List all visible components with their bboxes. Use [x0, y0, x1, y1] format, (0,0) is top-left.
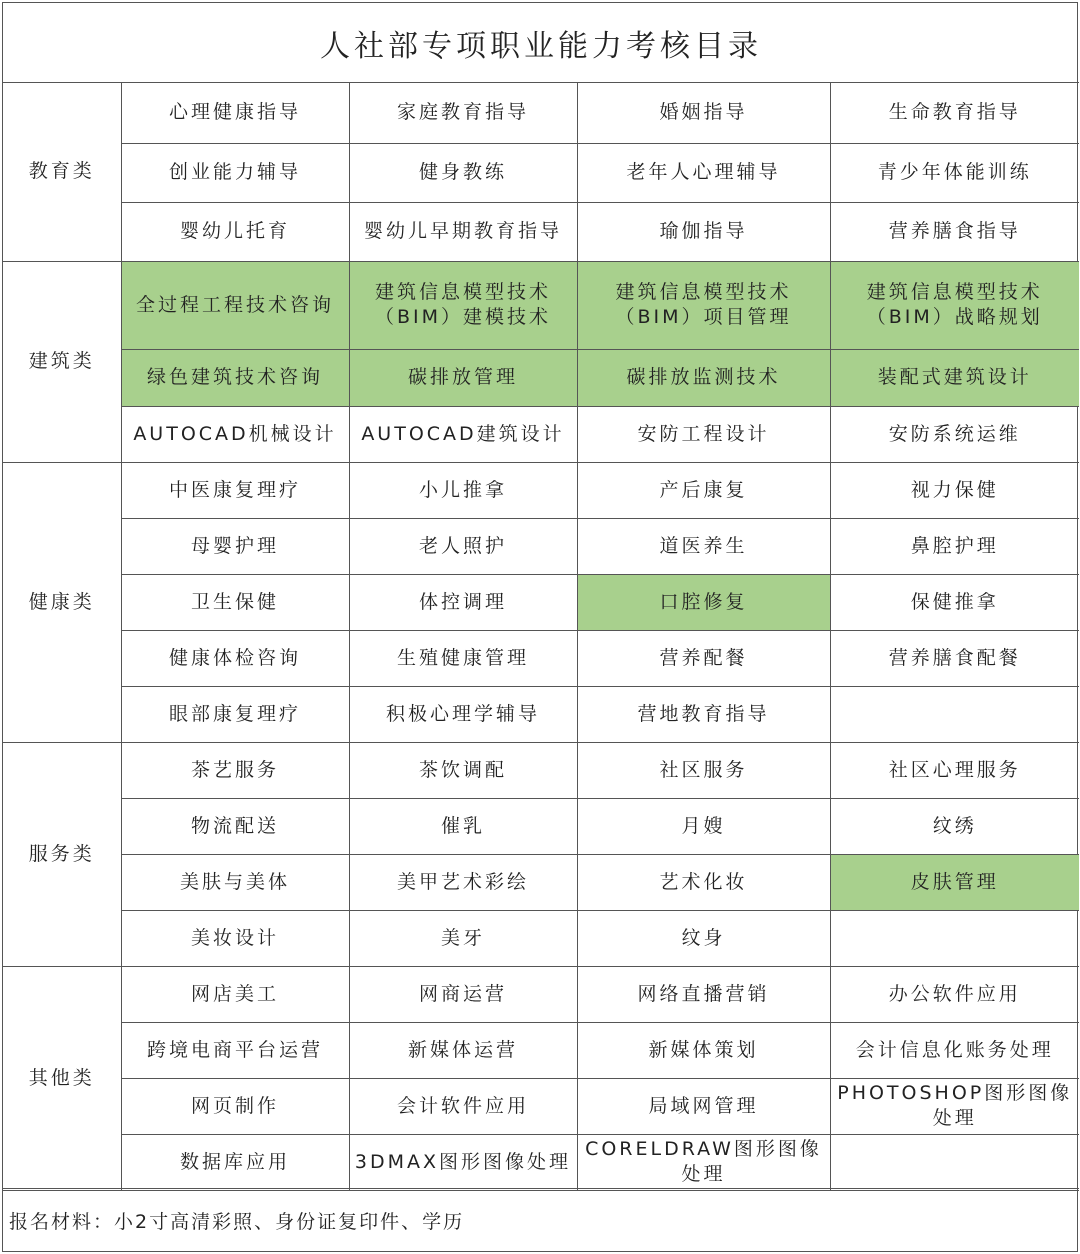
table-cell: 新媒体运营	[349, 1022, 577, 1078]
table-cell: 安防系统运维	[830, 406, 1079, 462]
table-cell: 纹身	[577, 910, 830, 966]
category-service: 服务类	[3, 742, 121, 966]
table-cell: 纹绣	[830, 798, 1079, 854]
category-health: 健康类	[3, 462, 121, 742]
table-row	[3, 462, 1079, 518]
table-row	[3, 798, 1079, 854]
table-row	[3, 349, 1079, 406]
table-row	[3, 1078, 1079, 1134]
table-row	[3, 83, 1079, 143]
table-cell: 网商运营	[349, 966, 577, 1022]
table-row	[3, 966, 1079, 1022]
table-cell: 网络直播营销	[577, 966, 830, 1022]
table-cell-highlighted: 建筑信息模型技术（BIM）战略规划	[830, 261, 1079, 349]
table-row	[3, 910, 1079, 966]
category-other: 其他类	[3, 966, 121, 1190]
table-cell: 数据库应用	[121, 1134, 349, 1190]
table-cell: 社区服务	[577, 742, 830, 798]
table-cell: 创业能力辅导	[121, 143, 349, 202]
table-cell: 健康体检咨询	[121, 630, 349, 686]
table-cell-highlighted: 口腔修复	[577, 574, 830, 630]
table-cell: 营养膳食配餐	[830, 630, 1079, 686]
table-cell: 生殖健康管理	[349, 630, 577, 686]
page-title: 人社部专项职业能力考核目录	[3, 3, 1079, 83]
table-cell: 营地教育指导	[577, 686, 830, 742]
table-cell: 婴幼儿早期教育指导	[349, 202, 577, 261]
table-cell: 婚姻指导	[577, 83, 830, 143]
table-cell: CORELDRAW图形图像处理	[577, 1134, 830, 1190]
table-cell: 营养配餐	[577, 630, 830, 686]
table-cell-highlighted: 绿色建筑技术咨询	[121, 349, 349, 406]
table-cell: 家庭教育指导	[349, 83, 577, 143]
table-cell: 中医康复理疗	[121, 462, 349, 518]
table-cell: 道医养生	[577, 518, 830, 574]
table-cell: 心理健康指导	[121, 83, 349, 143]
table-row	[3, 261, 1079, 349]
table-cell: AUTOCAD建筑设计	[349, 406, 577, 462]
table-row	[3, 1134, 1079, 1190]
catalog-table	[3, 83, 1079, 1191]
table-cell: 网店美工	[121, 966, 349, 1022]
table-row	[3, 574, 1079, 630]
table-cell: 新媒体策划	[577, 1022, 830, 1078]
table-cell: 物流配送	[121, 798, 349, 854]
table-cell: 健身教练	[349, 143, 577, 202]
table-cell: 瑜伽指导	[577, 202, 830, 261]
table-cell: 眼部康复理疗	[121, 686, 349, 742]
table-cell-highlighted: 皮肤管理	[830, 854, 1079, 910]
table-cell-highlighted: 全过程工程技术咨询	[121, 261, 349, 349]
table-cell: 艺术化妆	[577, 854, 830, 910]
table-cell: 会计软件应用	[349, 1078, 577, 1134]
table-cell: 美妆设计	[121, 910, 349, 966]
category-construction: 建筑类	[3, 261, 121, 462]
table-cell: 跨境电商平台运营	[121, 1022, 349, 1078]
table-row	[3, 630, 1079, 686]
table-row	[3, 742, 1079, 798]
table-cell-highlighted: 碳排放监测技术	[577, 349, 830, 406]
table-cell: 茶饮调配	[349, 742, 577, 798]
table-cell: AUTOCAD机械设计	[121, 406, 349, 462]
table-cell-highlighted: 装配式建筑设计	[830, 349, 1079, 406]
table-cell: 老人照护	[349, 518, 577, 574]
table-row	[3, 1022, 1079, 1078]
table-cell: 茶艺服务	[121, 742, 349, 798]
table-cell: 会计信息化账务处理	[830, 1022, 1079, 1078]
table-cell: 婴幼儿托育	[121, 202, 349, 261]
table-cell: 鼻腔护理	[830, 518, 1079, 574]
table-row	[3, 518, 1079, 574]
table-cell-empty	[830, 910, 1079, 966]
table-cell: 办公软件应用	[830, 966, 1079, 1022]
table-row	[3, 143, 1079, 202]
table-cell-highlighted: 建筑信息模型技术（BIM）项目管理	[577, 261, 830, 349]
table-cell: PHOTOSHOP图形图像处理	[830, 1078, 1079, 1134]
category-education: 教育类	[3, 83, 121, 261]
table-cell: 社区心理服务	[830, 742, 1079, 798]
table-cell: 催乳	[349, 798, 577, 854]
table-cell: 视力保健	[830, 462, 1079, 518]
table-cell-empty	[830, 1134, 1079, 1190]
table-cell: 青少年体能训练	[830, 143, 1079, 202]
table-row	[3, 686, 1079, 742]
table-cell: 积极心理学辅导	[349, 686, 577, 742]
table-cell: 美牙	[349, 910, 577, 966]
table-cell: 母婴护理	[121, 518, 349, 574]
table-cell: 产后康复	[577, 462, 830, 518]
table-row	[3, 854, 1079, 910]
table-cell: 保健推拿	[830, 574, 1079, 630]
table-cell: 小儿推拿	[349, 462, 577, 518]
table-cell: 生命教育指导	[830, 83, 1079, 143]
table-cell: 卫生保健	[121, 574, 349, 630]
table-cell: 营养膳食指导	[830, 202, 1079, 261]
table-row	[3, 406, 1079, 462]
table-cell-empty	[830, 686, 1079, 742]
table-cell: 安防工程设计	[577, 406, 830, 462]
table-cell-highlighted: 碳排放管理	[349, 349, 577, 406]
table-cell: 月嫂	[577, 798, 830, 854]
catalog-frame	[2, 2, 1078, 1252]
table-row	[3, 202, 1079, 261]
table-cell: 3DMAX图形图像处理	[349, 1134, 577, 1190]
table-cell: 体控调理	[349, 574, 577, 630]
table-cell: 局域网管理	[577, 1078, 830, 1134]
table-cell: 老年人心理辅导	[577, 143, 830, 202]
table-cell: 美肤与美体	[121, 854, 349, 910]
table-cell: 网页制作	[121, 1078, 349, 1134]
table-cell-highlighted: 建筑信息模型技术（BIM）建模技术	[349, 261, 577, 349]
registration-materials-note: 报名材料：小2寸高清彩照、身份证复印件、学历	[3, 1188, 1079, 1251]
table-cell: 美甲艺术彩绘	[349, 854, 577, 910]
